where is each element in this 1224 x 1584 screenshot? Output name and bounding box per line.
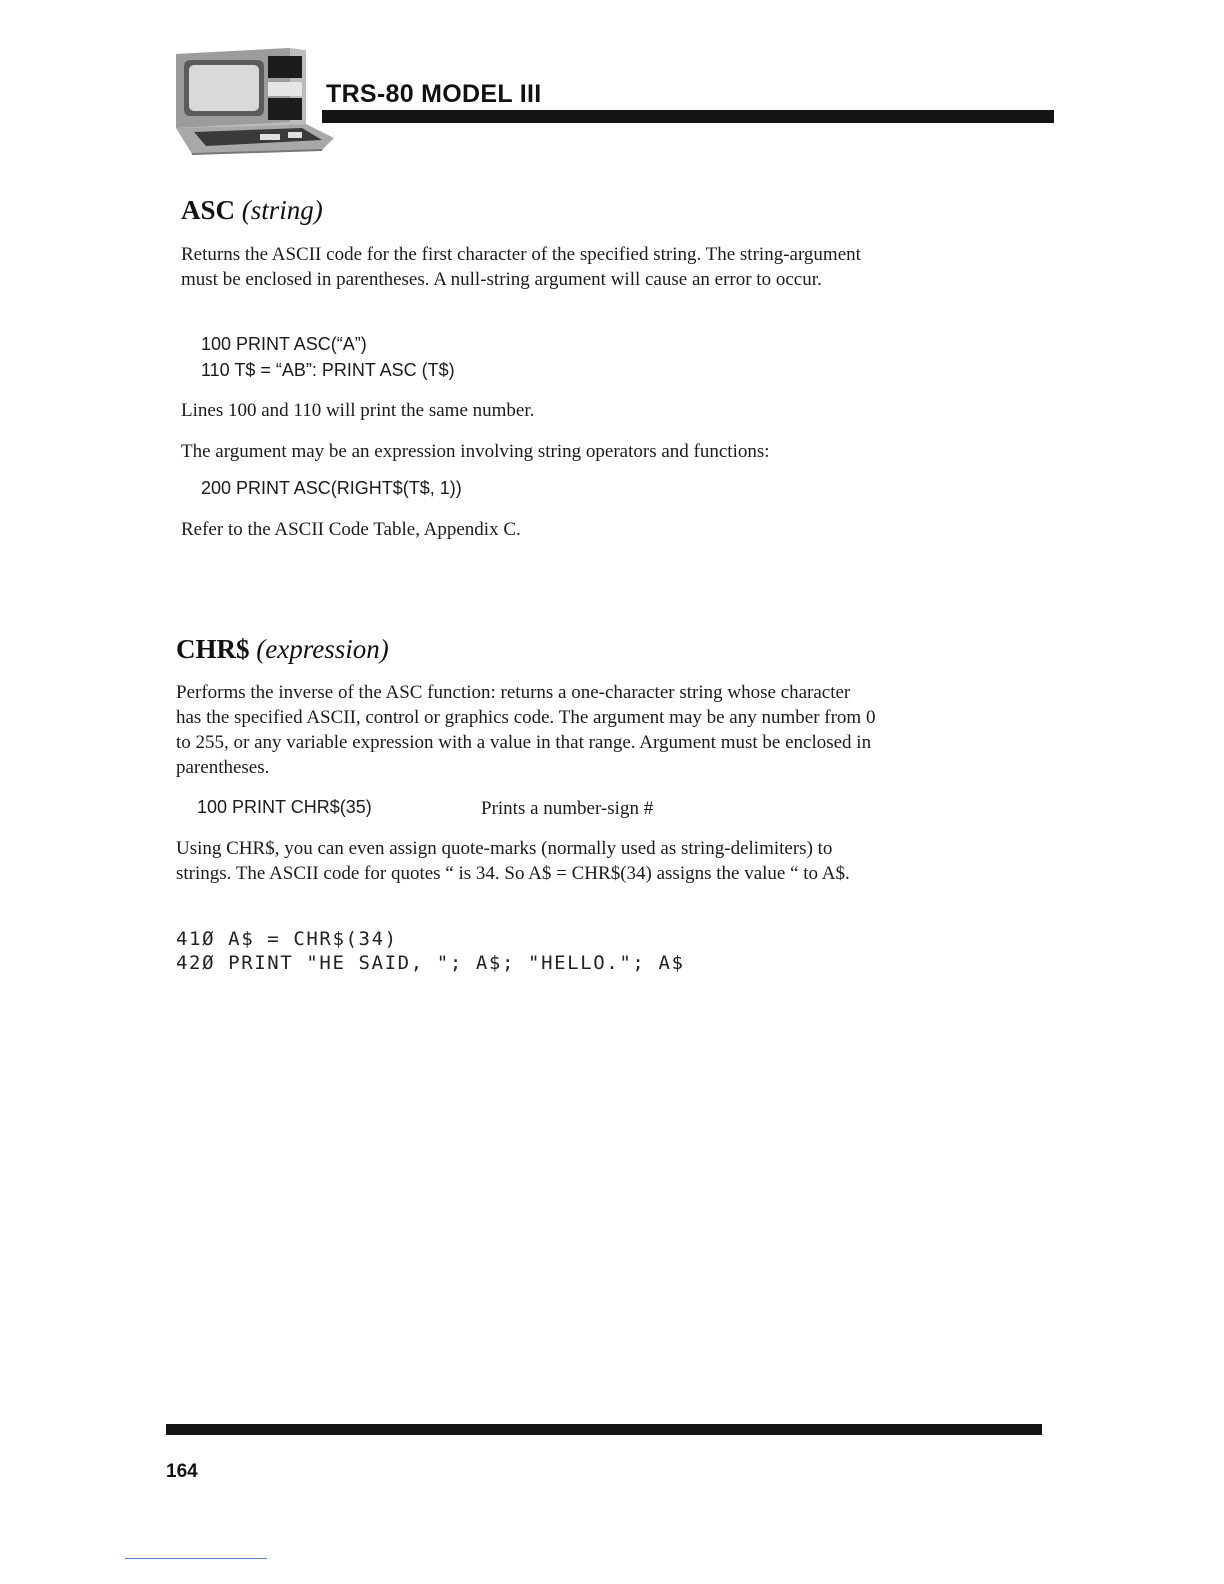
section-keyword: ASC — [181, 195, 236, 225]
asc-code-line-2: 110 T$ = “AB”: PRINT ASC (T$) — [201, 360, 455, 380]
chr-example-note: Prints a number-sign # — [481, 798, 654, 819]
section-keyword: CHR$ — [176, 634, 250, 664]
chr-quote-paragraph: Using CHR$, you can even assign quote-marks (normally used as string-delimiters) to strings. The ASCII code for quotes “ is 34. So A$ = CHR$(34) assigns the value “ to A$. — [176, 838, 850, 884]
trs80-computer-icon — [172, 46, 340, 158]
page-number: 164 — [166, 1461, 198, 1482]
chr-example-code: 100 PRINT CHR$(35) — [197, 797, 372, 817]
header-title: TRS-80 MODEL III — [326, 80, 542, 108]
asc-description: Returns the ASCII code for the first character of the specified string. The string-argument must be enclosed in parentheses. A null-string argument will cause an error to occur. — [181, 244, 861, 290]
asc-note-expression: The argument may be an expression involving string operators and functions: — [181, 441, 770, 462]
section-argument: (expression) — [256, 634, 389, 664]
section-argument: (string) — [241, 195, 323, 225]
section-title-asc — [181, 195, 323, 226]
chr-description: Performs the inverse of the ASC function: returns a one-character string whose character has the specified ASCII, control or graphics code. The argument may be any number from 0 to 255, or any variable expression with a value in that range. Argument must be enclosed in parentheses. — [176, 682, 876, 778]
chr-listing-line-1: 41Ø A$ = CHR$(34) — [176, 928, 398, 950]
header-rule — [322, 110, 1054, 123]
bottom-edge-line — [125, 1558, 267, 1559]
asc-reference: Refer to the ASCII Code Table, Appendix C. — [181, 519, 521, 540]
chr-listing-line-2: 42Ø PRINT "HE SAID, "; A$; "HELLO."; A$ — [176, 952, 685, 974]
section-title-chr — [176, 634, 389, 665]
footer-rule — [166, 1424, 1042, 1435]
asc-code-line-3: 200 PRINT ASC(RIGHT$(T$, 1)) — [201, 478, 462, 498]
asc-note-same-number: Lines 100 and 110 will print the same number. — [181, 400, 535, 421]
asc-code-line-1: 100 PRINT ASC(“A”) — [201, 334, 367, 354]
